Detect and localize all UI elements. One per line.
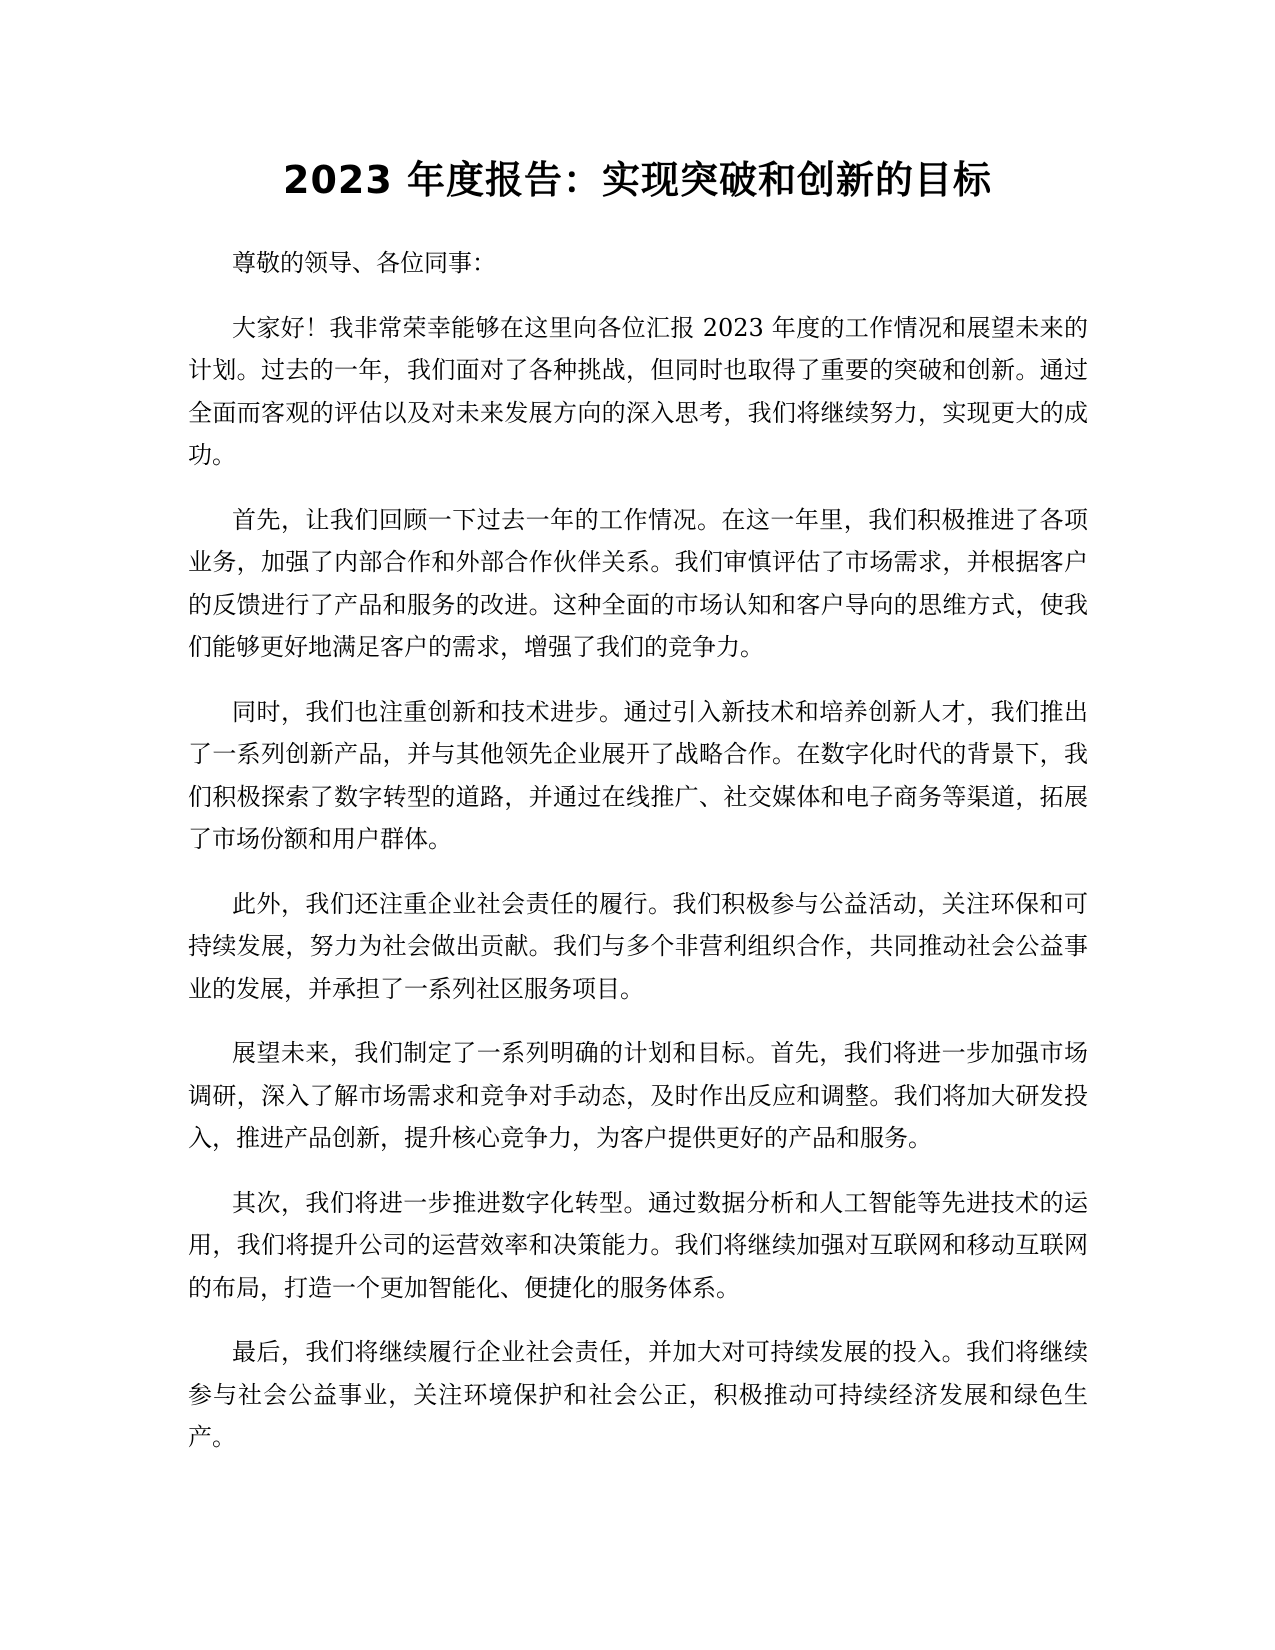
paragraph-review: 首先，让我们回顾一下过去一年的工作情况。在这一年里，我们积极推进了各项业务，加强了内部合作和外部合作伙伴关系。我们审慎评估了市场需求，并根据客户的反馈进行了产品和服务的改进。这种全面的市场认知和客户导向的思维方式，使我们能够更好地满足客户的需求，增强了我们的竞争力。 bbox=[188, 505, 1088, 661]
document-body bbox=[188, 242, 1088, 1481]
greeting-line: 尊敬的领导、各位同事： bbox=[232, 249, 496, 277]
paragraph-outlook: 展望未来，我们制定了一系列明确的计划和目标。首先，我们将进一步加强市场调研，深入了解市场需求和竞争对手动态，及时作出反应和调整。我们将加大研发投入，推进产品创新，提升核心竞争力，为客户提供更好的产品和服务。 bbox=[188, 1039, 1088, 1152]
paragraph-innovation: 同时，我们也注重创新和技术进步。通过引入新技术和培养创新人才，我们推出了一系列创新产品，并与其他领先企业展开了战略合作。在数字化时代的背景下，我们积极探索了数字转型的道路，并通过在线推广、社交媒体和电子商务等渠道，拓展了市场份额和用户群体。 bbox=[188, 697, 1088, 853]
paragraph-social-responsibility: 此外，我们还注重企业社会责任的履行。我们积极参与公益活动，关注环保和可持续发展，努力为社会做出贡献。我们与多个非营利组织合作，共同推动社会公益事业的发展，并承担了一系列社区服务项目。 bbox=[188, 889, 1088, 1003]
paragraph-closing: 最后，我们将继续履行企业社会责任，并加大对可持续发展的投入。我们将继续参与社会公益事业，关注环境保护和社会公正，积极推动可持续经济发展和绿色生产。 bbox=[188, 1338, 1088, 1451]
paragraph-opening: 大家好！我非常荣幸能够在这里向各位汇报 2023 年度的工作情况和展望未来的计划。过去的一年，我们面对了各种挑战，但同时也取得了重要的突破和创新。通过全面而客观的评估以及对未来发展方向的深入思考，我们将继续努力，实现更大的成功。 bbox=[188, 313, 1088, 469]
document-title: 2023 年度报告：实现突破和创新的目标 bbox=[283, 158, 992, 202]
paragraph-digital-transformation: 其次，我们将进一步推进数字化转型。通过数据分析和人工智能等先进技术的运用，我们将提升公司的运营效率和决策能力。我们将继续加强对互联网和移动互联网的布局，打造一个更加智能化、便捷化的服务体系。 bbox=[188, 1188, 1088, 1302]
